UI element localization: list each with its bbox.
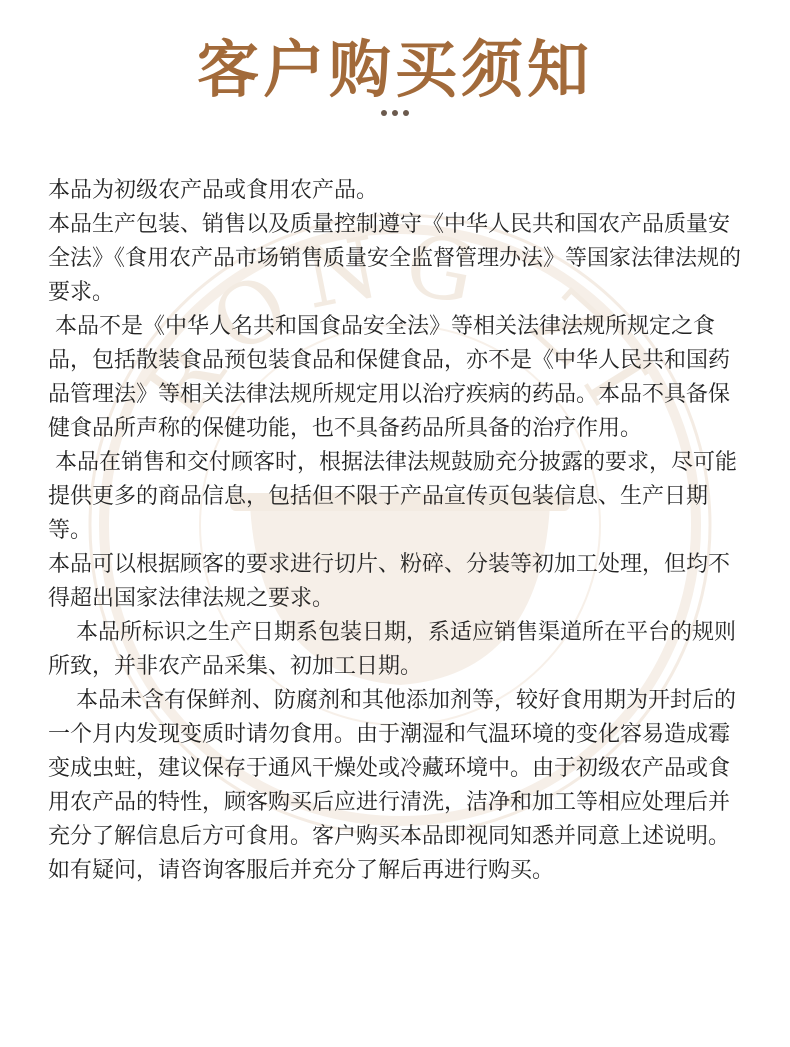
notice-paragraph: 本品未含有保鲜剂、防腐剂和其他添加剂等，较好食用期为开封后的一个月内发现变质时请勿食用。由于潮湿和气温环境的变化容易造成霉变成虫蛀，建议保存于通风干燥处或冷藏环境中。由于初级农产品或食用农产品的特性，顾客购买后应进行清洗，洁净和加工等相应处理后并充分了解信息后方可食用。客户购买本品即视同知悉并同意上述说明。如有疑问，请咨询客服后并充分了解后再进行购买。 bbox=[48, 688, 736, 883]
page-title: 客户购买须知 bbox=[196, 33, 593, 106]
divider-dot bbox=[392, 110, 398, 116]
watermark-text: RONG ZI bbox=[126, 214, 675, 436]
notice-paragraph: 本品生产包装、销售以及质量控制遵守《中华人民共和国农产品质量安全法》《食用农产品市场销售质量安全监督管理办法》等国家法律法规的要求。 bbox=[48, 212, 742, 305]
notice-paragraph: 本品为初级农产品或食用农产品。 bbox=[48, 178, 379, 203]
notice-paragraph: 本品在销售和交付顾客时，根据法律法规鼓励充分披露的要求，尽可能提供更多的商品信息，包括但不限于产品宣传页包装信息、生产日期等。 bbox=[48, 450, 738, 543]
purchase-notice-body bbox=[48, 174, 748, 888]
notice-paragraph: 本品所标识之生产日期系包装日期，系适应销售渠道所在平台的规则所致，并非农产品采集、初加工日期。 bbox=[48, 620, 736, 679]
title-divider-dots bbox=[0, 110, 790, 116]
divider-dot bbox=[403, 110, 409, 116]
notice-paragraph: 本品不是《中华人名共和国食品安全法》等相关法律法规所规定之食品，包括散装食品预包装食品和保健食品，亦不是《中华人民共和国药品管理法》等相关法律法规所规定用以治疗疾病的药品。本品不具备保健食品所声称的保健功能，也不具备药品所具备的治疗作用。 bbox=[48, 314, 731, 441]
divider-dot bbox=[381, 110, 387, 116]
notice-paragraph: 本品可以根据顾客的要求进行切片、粉碎、分装等初加工处理，但均不得超出国家法律法规之要求。 bbox=[48, 552, 731, 611]
